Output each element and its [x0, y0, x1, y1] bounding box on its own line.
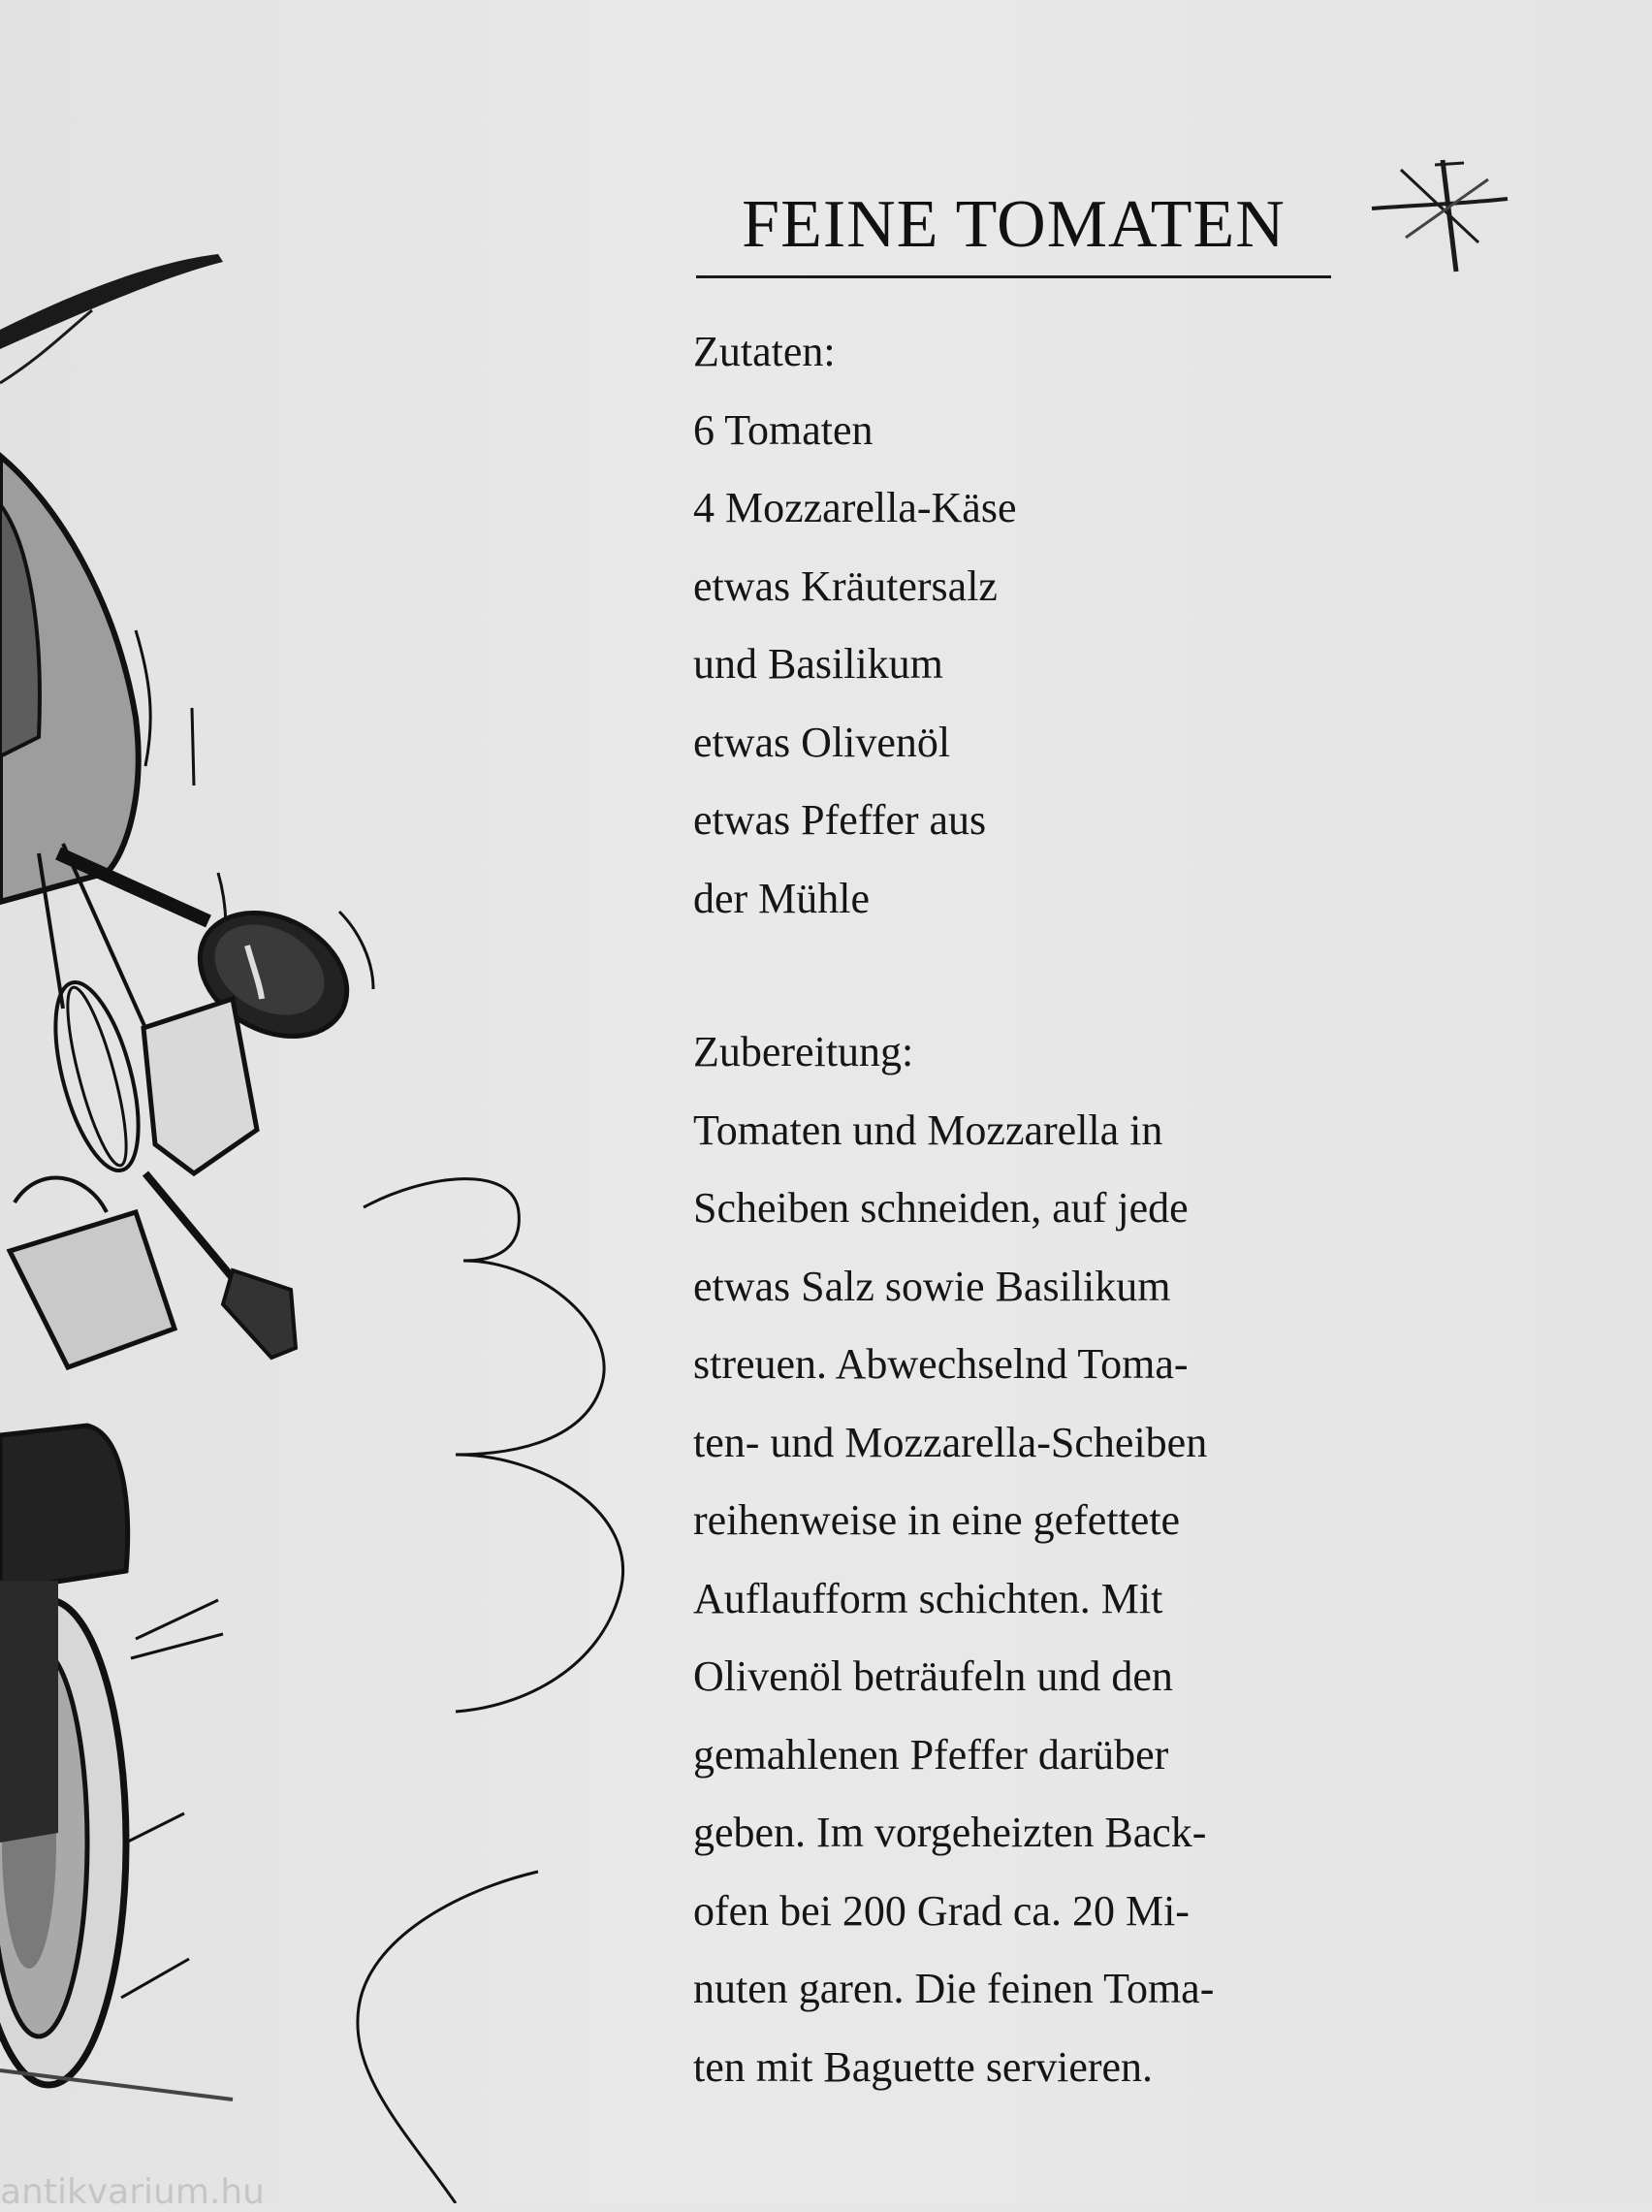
ingredient-item: 6 Tomaten	[693, 405, 874, 454]
preparation-line: Scheiben schneiden, auf jede	[693, 1184, 1189, 1232]
ingredient-item: der Mühle	[693, 874, 871, 922]
ingredients-section	[693, 313, 1352, 938]
recipe-title: FEINE TOMATEN	[742, 187, 1286, 262]
preparation-line: Auflaufform schichten. Mit	[693, 1574, 1163, 1622]
ingredient-item: etwas Olivenöl	[693, 718, 951, 766]
asterisk-star-icon	[1367, 155, 1512, 281]
preparation-heading: Zubereitung:	[693, 1028, 914, 1075]
title-underline	[696, 275, 1331, 278]
preparation-line: geben. Im vorgeheizten Back-	[693, 1809, 1207, 1856]
ingredient-item: etwas Pfeffer aus	[693, 796, 987, 844]
preparation-line: ten- und Mozzarella-Scheiben	[693, 1418, 1208, 1466]
preparation-line: Olivenöl beträufeln und den	[693, 1652, 1173, 1700]
preparation-section	[693, 1013, 1352, 2106]
preparation-line: ten mit Baguette servieren.	[693, 2042, 1154, 2091]
preparation-line: ofen bei 200 Grad ca. 20 Mi-	[693, 1886, 1190, 1935]
preparation-line: streuen. Abwechselnd Toma-	[693, 1340, 1189, 1388]
watermark-text: antikvarium.hu	[0, 2172, 265, 2212]
preparation-line: gemahlenen Pfeffer darüber	[693, 1730, 1169, 1779]
preparation-line: etwas Salz sowie Basilikum	[693, 1262, 1171, 1310]
preparation-line: nuten garen. Die feinen Toma-	[693, 1965, 1215, 2012]
ingredient-item: etwas Kräutersalz	[693, 561, 998, 610]
preparation-line: reihenweise in eine gefettete	[693, 1496, 1181, 1544]
ingredient-item: 4 Mozzarella-Käse	[693, 484, 1017, 531]
preparation-line: Tomaten und Mozzarella in	[693, 1106, 1163, 1154]
ingredients-heading: Zutaten:	[693, 328, 836, 375]
cartoon-cook-illustration	[0, 0, 679, 2203]
ingredient-item: und Basilikum	[693, 640, 943, 688]
